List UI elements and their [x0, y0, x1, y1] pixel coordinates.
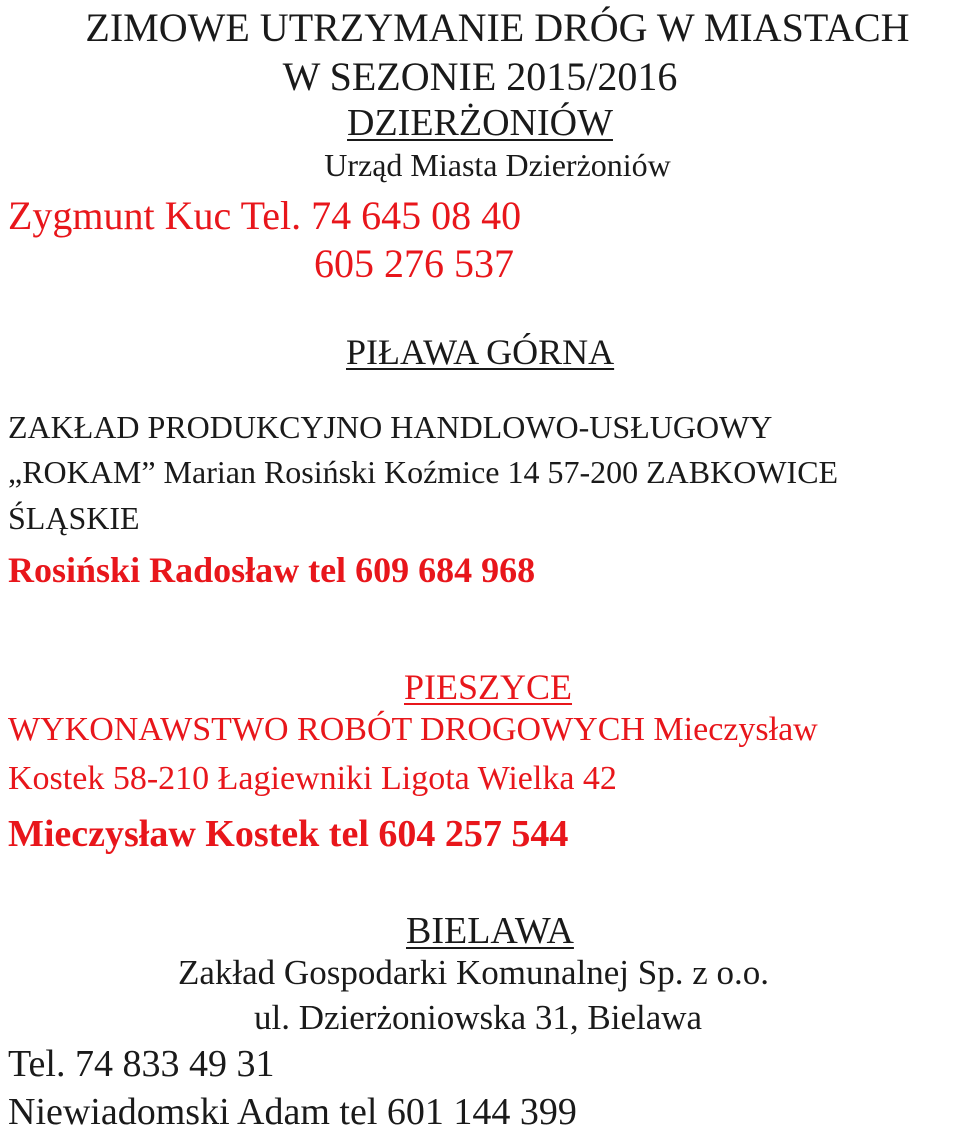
- contact-line: Zygmunt Kuc Tel. 74 645 08 40: [8, 193, 522, 238]
- contact-person: Rosiński Radosław tel 609 684 968: [8, 550, 536, 590]
- section-heading-pieszyce: PIESZYCE: [404, 667, 573, 707]
- company-address-line: Kostek 58-210 Łagiewniki Ligota Wielka 42: [8, 760, 617, 797]
- contact-person: Mieczysław Kostek tel 604 257 544: [8, 813, 569, 855]
- company-name-line: ZAKŁAD PRODUKCYJNO HANDLOWO-USŁUGOWY: [8, 409, 773, 445]
- company-address: ul. Dzierżoniowska 31, Bielawa: [254, 998, 703, 1037]
- company-name: Zakład Gospodarki Komunalnej Sp. z o.o.: [178, 953, 770, 992]
- contact-person: Niewiadomski Adam tel 601 144 399: [8, 1091, 577, 1133]
- page-subtitle: W SEZONIE 2015/2016: [282, 54, 678, 99]
- section-heading-pilawa-gorna: PIŁAWA GÓRNA: [346, 332, 615, 372]
- company-name-line: WYKONAWSTWO ROBÓT DROGOWYCH Mieczysław: [8, 711, 818, 748]
- company-address-line: „ROKAM” Marian Rosiński Koźmice 14 57-200 ZABKOWICE: [8, 454, 839, 490]
- office-name: Urząd Miasta Dzierżoniów: [324, 147, 671, 183]
- section-heading-bielawa: BIELAWA: [406, 910, 574, 952]
- contact-phone-secondary: 605 276 537: [314, 241, 514, 286]
- section-heading-dzierzoniow: DZIERŻONIÓW: [347, 102, 613, 144]
- page-title: ZIMOWE UTRZYMANIE DRÓG W MIASTACH: [85, 5, 910, 50]
- company-address-line: ŚLĄSKIE: [8, 500, 140, 536]
- contact-phone: Tel. 74 833 49 31: [8, 1043, 275, 1085]
